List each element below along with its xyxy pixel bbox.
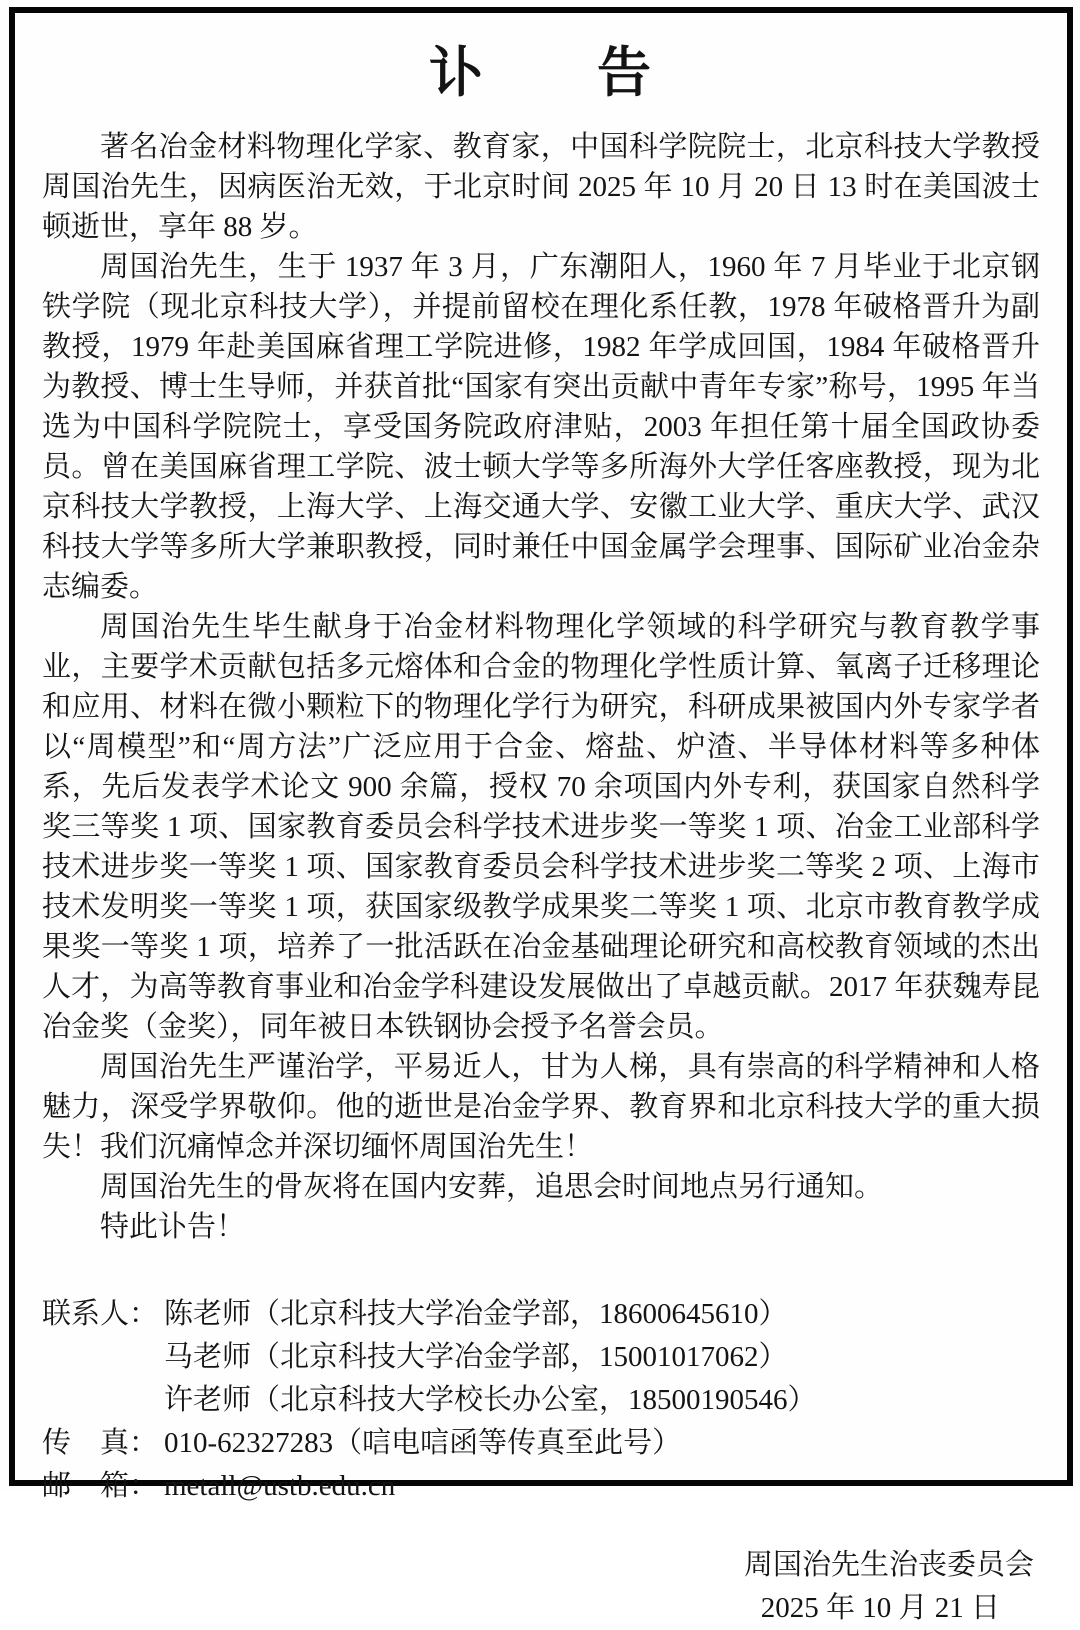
email-label: 邮 箱： — [42, 1470, 159, 1503]
email-row — [42, 1465, 1040, 1508]
signature-date: 2025 年 10 月 21 日 — [760, 1592, 1000, 1625]
paragraph-biography: 周国治先生，生于 1937 年 3 月，广东潮阳人，1960 年 7 月毕业于北京钢铁学院（现北京科技大学），并提前留校在理化系任教，1978 年破格晋升为副教授，1979 年赴美国麻省理工学院进修，1982 年学成回国，1984 年破格晋升为教授、博士生导师，并获首批“国家有突出贡献中青年专家”称号，1995 年当选为中国科学院院士，享受国务院政府津贴，2003 年担任第十届全国政协委员。曾在美国麻省理工学院、波士顿大学等多所海外大学任客座教授，现为北京科技大学教授，上海大学、上海交通大学、安徽工业大学、重庆大学、武汉科技大学等多所大学兼职教授，同时兼任中国金属学会理事、国际矿业冶金杂志编委。 — [42, 251, 1040, 604]
paragraph-burial-notice: 周国治先生的骨灰将在国内安葬，追思会时间地点另行通知。 — [100, 1171, 884, 1204]
fax-row — [42, 1422, 1040, 1465]
contact-person-row — [164, 1336, 1040, 1379]
contact-person-3: 许老师（北京科技大学校长办公室，18500190546） — [164, 1384, 817, 1417]
paragraph-closing: 特此讣告！ — [100, 1211, 246, 1244]
contact-person-row — [164, 1379, 1040, 1422]
committee-name: 周国治先生治丧委员会 — [743, 1549, 1034, 1582]
paragraph-achievements: 周国治先生毕生献身于冶金材料物理化学领域的科学研究与教育教学事业，主要学术贡献包括多元熔体和合金的物理化学性质计算、氧离子迁移理论和应用、材料在微小颗粒下的物理化学行为研究，科研成果被国内外专家学者以“周模型”和“周方法”广泛应用于合金、熔盐、炉渣、半导体材料等多种体系，先后发表学术论文 900 余篇，授权 70 余项国内外专利，获国家自然科学奖三等奖 1 项、国家教育委员会科学技术进步奖一等奖 1 项、冶金工业部科学技术进步奖一等奖 1 项、国家教育委员会科学技术进步奖二等奖 2 项、上海市技术发明奖一等奖 1 项，获国家级教学成果奖二等奖 1 项、北京市教育教学成果奖一等奖 1 项，培养了一批活跃在冶金基础理论研究和高校教育领域的杰出人才，为高等教育事业和冶金学科建设发展做出了卓越贡献。2017 年获魏寿昆冶金奖（金奖），同年被日本铁钢协会授予名誉会员。 — [42, 611, 1040, 1044]
obituary-content — [42, 28, 1040, 1625]
paragraph-tribute: 周国治先生严谨治学，平易近人，甘为人梯，具有崇高的科学精神和人格魅力，深受学界敬仰。他的逝世是冶金学界、教育界和北京科技大学的重大损失！我们沉痛悼念并深切缅怀周国治先生！ — [42, 1051, 1040, 1164]
signature-block — [42, 1544, 1040, 1630]
contact-person-2: 马老师（北京科技大学冶金学部，15001017062） — [164, 1341, 788, 1374]
contact-section — [42, 1293, 1040, 1508]
paragraph-death-announcement: 著名冶金材料物理化学家、教育家，中国科学院院士，北京科技大学教授周国治先生，因病医治无效，于北京时间 2025 年 10 月 20 日 13 时在美国波士顿逝世，享年 88 岁。 — [42, 131, 1040, 244]
fax-number: 010-62327283（唁电唁函等传真至此号） — [164, 1427, 682, 1460]
contact-person-row — [42, 1293, 1040, 1336]
email-address: metall@ustb.edu.cn — [164, 1470, 396, 1503]
fax-label: 传 真： — [42, 1427, 159, 1460]
page-title: 讣 告 — [429, 43, 653, 103]
contact-person-label: 联系人： — [42, 1298, 159, 1331]
obituary-body — [42, 127, 1040, 1247]
contact-person-1: 陈老师（北京科技大学冶金学部，18600645610） — [164, 1298, 788, 1331]
